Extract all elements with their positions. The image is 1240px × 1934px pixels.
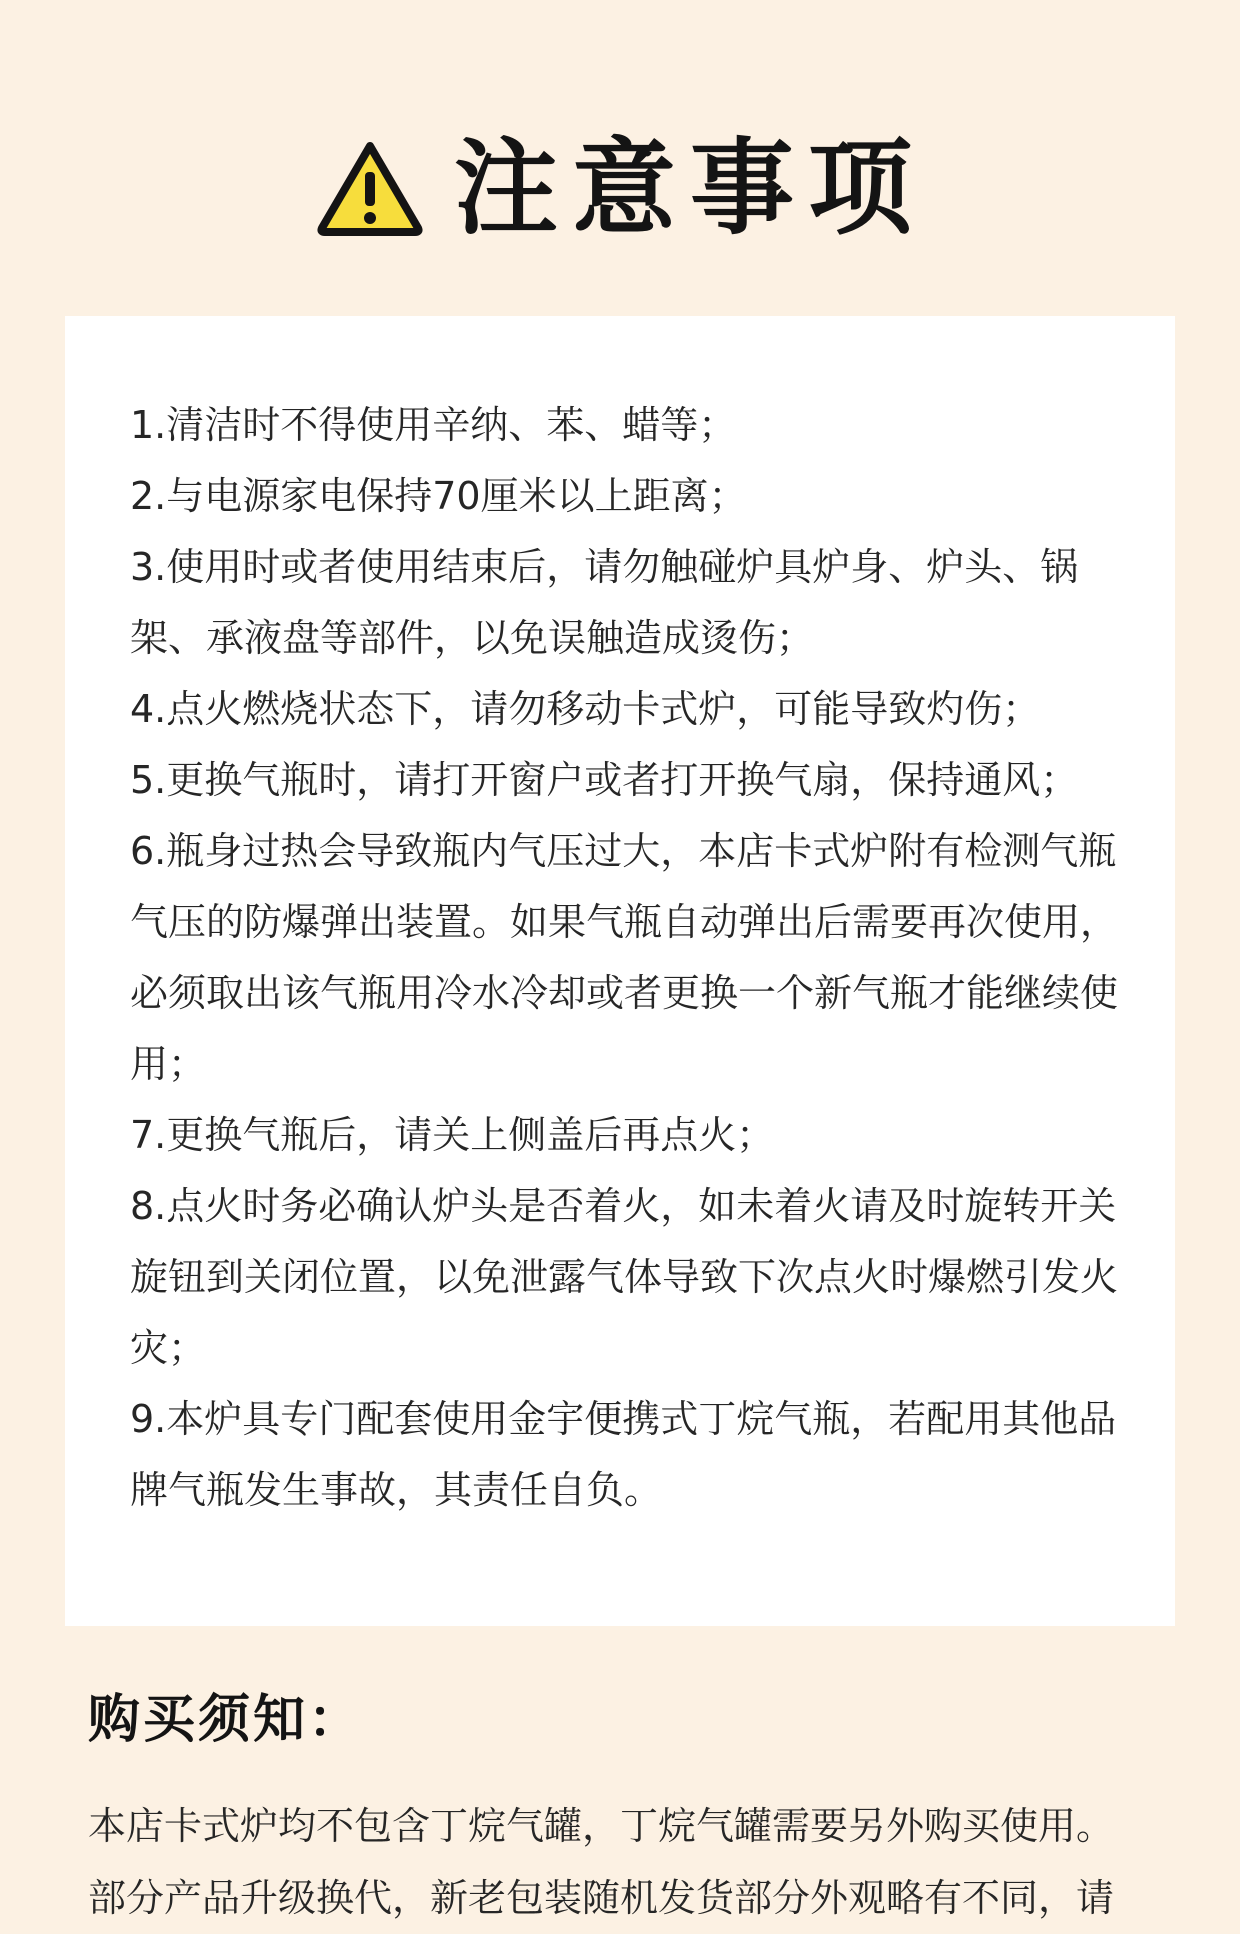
note-item: 9.本炉具专门配套使用金宇便携式丁烷气瓶，若配用其他品牌气瓶发生事故，其责任自负。 — [130, 1397, 1117, 1512]
note-item: 7.更换气瓶后，请关上侧盖后再点火； — [130, 1113, 775, 1157]
notice-header — [0, 118, 1240, 258]
notes-card — [65, 316, 1175, 1626]
purchase-notice-text — [88, 1790, 1168, 1934]
note-item: 3.使用时或者使用结束后，请勿触碰炉具炉身、炉头、锅架、承液盘等部件，以免误触造成烫伤； — [130, 545, 1079, 660]
note-item: 2.与电源家电保持70厘米以上距离； — [130, 474, 747, 518]
notes-list — [130, 390, 1130, 1526]
purchase-notice-line: 部分产品升级换代，新老包装随机发货部分外观略有不同，请 — [88, 1876, 1115, 1920]
warning-triangle-icon — [314, 138, 426, 238]
note-item: 8.点火时务必确认炉头是否着火，如未着火请及时旋转开关旋钮到关闭位置，以免泄露气体导致下次点火时爆燃引发火灾； — [130, 1184, 1119, 1370]
note-item: 6.瓶身过热会导致瓶内气压过大，本店卡式炉附有检测气瓶气压的防爆弹出装置。如果气瓶自动弹出后需要再次使用，必须取出该气瓶用冷水冷却或者更换一个新气瓶才能继续使用； — [130, 829, 1119, 1086]
note-item: 4.点火燃烧状态下，请勿移动卡式炉，可能导致灼伤； — [130, 687, 1041, 731]
note-item: 1.清洁时不得使用辛纳、苯、蜡等； — [130, 403, 737, 447]
note-item: 5.更换气瓶时，请打开窗户或者打开换气扇，保持通风； — [130, 758, 1079, 802]
purchase-notice-title: 购买须知： — [88, 1690, 364, 1750]
purchase-notice-line: 本店卡式炉均不包含丁烷气罐，丁烷气罐需要另外购买使用。 — [88, 1804, 1115, 1848]
page-title: 注意事项 — [453, 127, 926, 249]
